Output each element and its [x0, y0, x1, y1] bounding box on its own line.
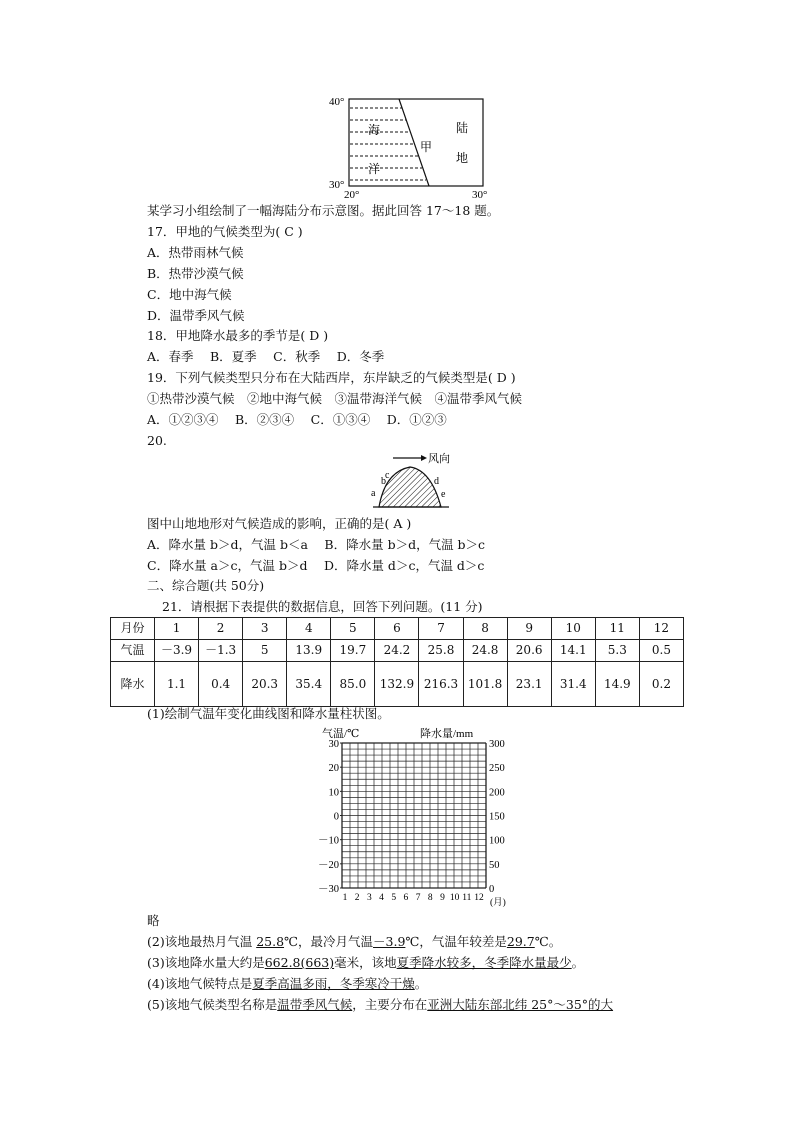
- answer1: 略: [147, 913, 160, 928]
- table-cell: 20.6: [507, 640, 551, 662]
- table-cell: －1.3: [199, 640, 243, 662]
- table-cell: 0.2: [639, 662, 683, 707]
- sub3-text: (3)该地降水量大约是: [147, 955, 265, 970]
- left-tick-label: 20: [328, 763, 339, 775]
- coldest-month-temp: －3.9: [373, 934, 406, 949]
- left-tick-label: 0: [333, 811, 339, 823]
- q21-sub3: [147, 954, 584, 972]
- table-cell: 23.1: [507, 662, 551, 707]
- blank-climate-graph: [310, 725, 510, 910]
- right-tick-label: 150: [489, 811, 505, 823]
- q21-stem: 21．请根据下表提供的数据信息，回答下列问题。(11 分): [162, 599, 483, 614]
- table-cell: 5.3: [595, 640, 639, 662]
- table-row-precip: [111, 662, 684, 707]
- left-tick-label: －20: [318, 859, 339, 871]
- month-tick-label: 9: [440, 893, 445, 903]
- q17-option-a: A．热带雨林气候: [147, 245, 244, 260]
- sea-label-1: 海: [368, 123, 381, 137]
- month-tick-label: 2: [354, 893, 360, 903]
- sub2-text: ℃，气温年较差是: [405, 934, 507, 949]
- left-tick-label: 10: [328, 787, 339, 799]
- annual-precip: 662.8(663): [264, 955, 335, 970]
- q18-stem: 18．甲地降水最多的季节是( D ): [147, 328, 329, 343]
- table-row-temp: [111, 640, 684, 662]
- right-tick-label: 200: [489, 787, 505, 799]
- sub2-text: (2)该地最热月气温: [147, 934, 257, 949]
- sub2-text: ℃。: [534, 934, 562, 949]
- table-cell: 14.1: [551, 640, 595, 662]
- point-c-label: c: [385, 470, 390, 481]
- table-cell: 月份: [111, 618, 155, 640]
- point-b-label: b: [381, 476, 386, 487]
- month-tick-label: 6: [403, 893, 409, 903]
- lat-top-label: 40°: [329, 96, 345, 108]
- table-cell: 8: [463, 618, 507, 640]
- q21-sub2: [147, 933, 561, 951]
- point-a-label: a: [371, 488, 376, 499]
- month-tick-label: 3: [366, 893, 372, 903]
- table-cell: 2: [199, 618, 243, 640]
- table-cell: 31.4: [551, 662, 595, 707]
- q17-stem: 17．甲地的气候类型为( C ): [147, 224, 303, 239]
- month-tick-label: 1: [342, 893, 348, 903]
- sea-land-map: [325, 94, 495, 202]
- mountain-diagram: [365, 450, 465, 512]
- right-tick-label: 100: [489, 835, 505, 847]
- table-cell: 0.4: [199, 662, 243, 707]
- left-tick-label: －30: [318, 884, 339, 895]
- climate-type: 温带季风气候: [277, 997, 353, 1012]
- left-axis-title: 气温/℃: [322, 728, 360, 740]
- sea-label-2: 洋: [368, 162, 381, 176]
- table-cell: 85.0: [331, 662, 375, 707]
- sub5-text: ，主要分布在: [352, 997, 428, 1012]
- table-cell: 5: [243, 640, 287, 662]
- section2-heading: 二、综合题(共 50分): [147, 578, 265, 593]
- left-tick-label: －10: [318, 835, 339, 847]
- right-tick-label: 0: [489, 884, 495, 895]
- table-cell: 5: [331, 618, 375, 640]
- table-cell: 13.9: [287, 640, 331, 662]
- lon-right-label: 30°: [472, 189, 488, 201]
- q17-option-c: C．地中海气候: [147, 287, 232, 302]
- table-cell: 降水: [111, 662, 155, 707]
- table-cell: 19.7: [331, 640, 375, 662]
- sub5-text: (5)该地气候类型名称是: [147, 997, 278, 1012]
- q19-options: A．①②③④ B．②③④ C．①③④ D．①②③: [147, 412, 447, 427]
- table-cell: 7: [419, 618, 463, 640]
- table-cell: 24.8: [463, 640, 507, 662]
- q17-option-b: B．热带沙漠气候: [147, 266, 244, 281]
- table-cell: 24.2: [375, 640, 419, 662]
- point-e-label: e: [441, 489, 446, 500]
- distribution-region: 亚洲大陆东部北纬 25°～35°的大: [427, 997, 614, 1012]
- q17-option-d: D．温带季风气候: [147, 308, 245, 323]
- left-tick-label: 30: [328, 739, 339, 750]
- table-cell: 132.9: [375, 662, 419, 707]
- land-label-1: 陆: [456, 121, 469, 135]
- land-label-2: 地: [456, 151, 469, 165]
- table-cell: 9: [507, 618, 551, 640]
- q20-stem: 图中山地地形对气候造成的影响，正确的是( A ): [147, 516, 412, 531]
- q21-sub4: [147, 975, 427, 993]
- table-cell: 20.3: [243, 662, 287, 707]
- q20-number: 20.: [147, 433, 167, 448]
- q21-sub1: (1)绘制气温年变化曲线图和降水量柱状图。: [147, 706, 390, 721]
- table-cell: 气温: [111, 640, 155, 662]
- climate-data-table: [110, 617, 684, 707]
- q21-sub5: [147, 996, 613, 1014]
- table-cell: 0.5: [639, 640, 683, 662]
- table-cell: 12: [639, 618, 683, 640]
- sub2-text: ℃，最冷月气温: [284, 934, 374, 949]
- month-tick-label: 7: [415, 893, 421, 903]
- table-cell: －3.9: [155, 640, 199, 662]
- table-cell: 10: [551, 618, 595, 640]
- lon-left-label: 20°: [344, 189, 360, 201]
- q19-items: ①热带沙漠气候 ②地中海气候 ③温带海洋气候 ④温带季风气候: [147, 391, 523, 406]
- wind-direction-label: 风向: [428, 453, 450, 465]
- point-jia-label: 甲: [420, 140, 433, 154]
- hottest-month-temp: 25.8: [256, 934, 285, 949]
- table-row-month: [111, 618, 684, 640]
- point-d-label: d: [434, 476, 439, 487]
- table-cell: 216.3: [419, 662, 463, 707]
- intro-text: 某学习小组绘制了一幅海陆分布示意图。据此回答 17～18 题。: [147, 203, 500, 218]
- table-cell: 4: [287, 618, 331, 640]
- sub3-text: 毫米，该地: [334, 955, 397, 970]
- annual-range: 29.7: [506, 934, 535, 949]
- right-tick-label: 50: [489, 859, 500, 871]
- sub3-text: 。: [571, 955, 585, 970]
- q19-stem: 19．下列气候类型只分布在大陆西岸，东岸缺乏的气候类型是( D ): [147, 370, 516, 385]
- right-tick-label: 300: [489, 739, 505, 750]
- q20-option-cd: C．降水量 a＞c，气温 b＞d D．降水量 d＞c，气温 d＞c: [147, 558, 485, 573]
- sub4-text: 。: [414, 976, 428, 991]
- table-cell: 1: [155, 618, 199, 640]
- right-axis-title: 降水量/mm: [420, 728, 474, 740]
- table-cell: 14.9: [595, 662, 639, 707]
- table-cell: 6: [375, 618, 419, 640]
- precip-pattern: 夏季降水较多，冬季降水量最少: [396, 955, 572, 970]
- table-cell: 11: [595, 618, 639, 640]
- month-tick-label: 11: [462, 893, 472, 903]
- table-cell: 1.1: [155, 662, 199, 707]
- month-tick-label: 10: [449, 893, 460, 903]
- month-tick-label: 12: [474, 893, 484, 903]
- q20-option-ab: A．降水量 b＞d，气温 b＜a B．降水量 b＞d，气温 b＞c: [147, 537, 486, 552]
- month-tick-label: 4: [379, 893, 384, 903]
- month-tick-label: 5: [391, 893, 397, 903]
- table-cell: 3: [243, 618, 287, 640]
- table-cell: 25.8: [419, 640, 463, 662]
- month-unit-label: (月): [490, 898, 506, 908]
- lat-bottom-label: 30°: [329, 179, 345, 191]
- sub4-text: (4)该地气候特点是: [147, 976, 253, 991]
- q18-options: A．春季 B．夏季 C．秋季 D．冬季: [147, 349, 385, 364]
- right-tick-label: 250: [489, 763, 505, 775]
- table-cell: 35.4: [287, 662, 331, 707]
- table-cell: 101.8: [463, 662, 507, 707]
- month-tick-label: 8: [427, 893, 433, 903]
- climate-features: 夏季高温多雨，冬季寒冷干燥: [252, 976, 415, 991]
